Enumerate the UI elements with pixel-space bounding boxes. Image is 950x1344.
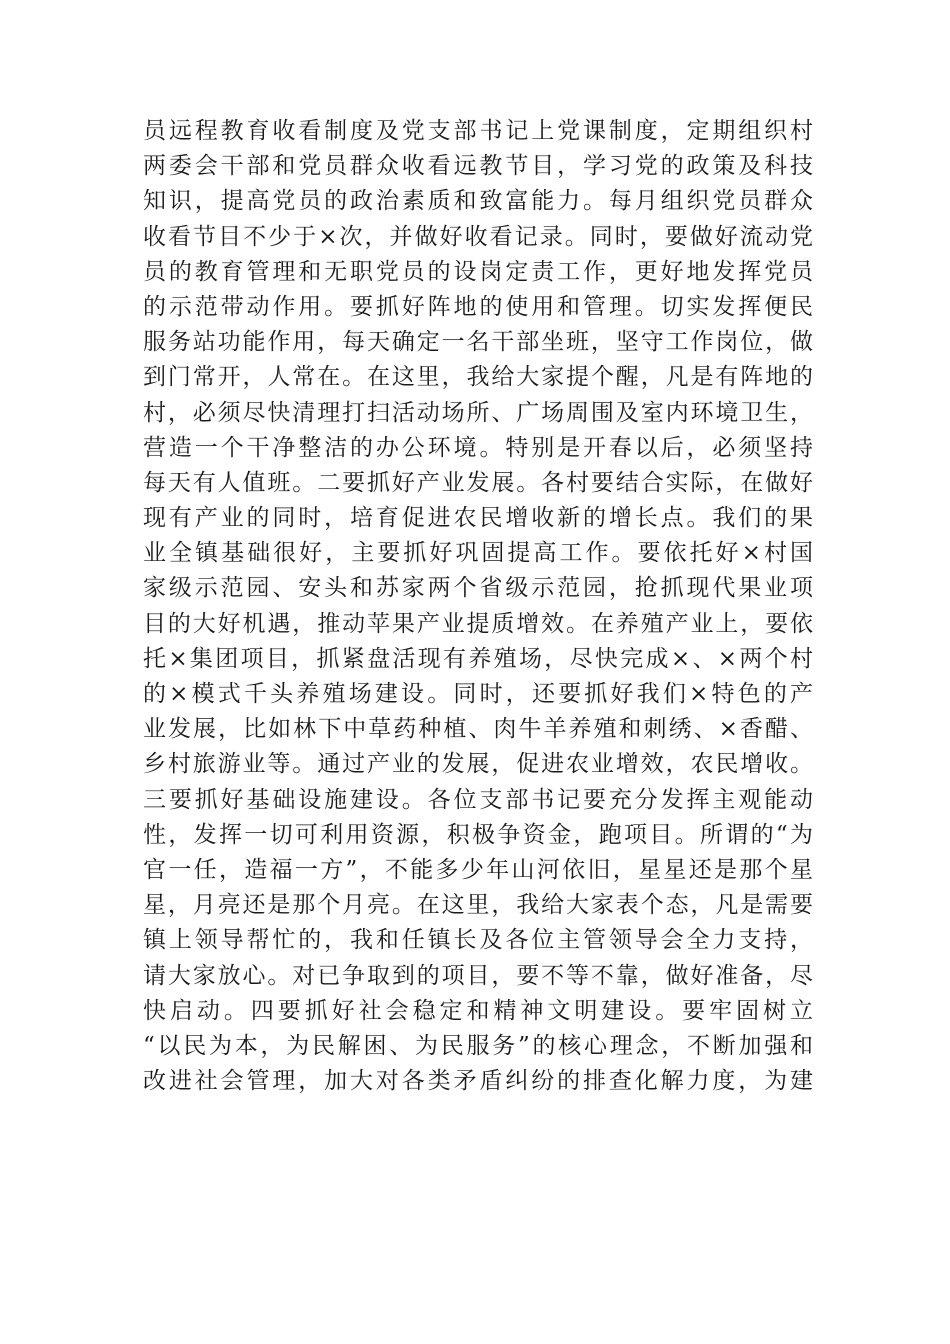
text-line-2: 两委会干部和党员群众收看远教节目，学习党的政策及科技	[143, 153, 813, 180]
body-text	[143, 114, 813, 1099]
text-line-14: 家级示范园、安头和苏家两个省级示范园，抢抓现代果业项	[143, 575, 813, 602]
text-line-5: 员的教育管理和无职党员的设岗定责工作，更好地发挥党员	[143, 258, 813, 285]
text-line-12: 现有产业的同时，培育促进农民增收新的增长点。我们的果	[143, 505, 813, 532]
text-line-4: 收看节目不少于×次，并做好收看记录。同时，要做好流动党	[143, 223, 813, 250]
text-line-20: 三要抓好基础设施建设。各位支部书记要充分发挥主观能动	[143, 786, 813, 813]
text-line-7: 服务站功能作用，每天确定一名干部坐班，坚守工作岗位，做	[143, 329, 813, 356]
text-line-19: 乡村旅游业等。通过产业的发展，促进农业增效，农民增收。	[143, 751, 813, 778]
text-line-13: 业全镇基础很好，主要抓好巩固提高工作。要依托好×村国	[143, 540, 813, 567]
text-line-25: 请大家放心。对已争取到的项目，要不等不靠，做好准备，尽	[143, 962, 813, 989]
text-line-15: 目的大好机遇，推动苹果产业提质增效。在养殖产业上，要依	[143, 610, 813, 637]
text-line-11: 每天有人值班。二要抓好产业发展。各村要结合实际，在做好	[143, 469, 813, 496]
text-line-24: 镇上领导帮忙的，我和任镇长及各位主管领导会全力支持，	[143, 927, 813, 954]
text-line-9: 村，必须尽快清理打扫活动场所、广场周围及室内环境卫生，	[143, 399, 813, 426]
text-line-1: 员远程教育收看制度及党支部书记上党课制度，定期组织村	[143, 118, 813, 144]
text-line-27: “以民为本，为民解困、为民服务”的核心理念，不断加强和	[143, 1032, 813, 1059]
text-line-17: 的×模式千头养殖场建设。同时，还要抓好我们×特色的产	[143, 681, 813, 707]
text-line-26: 快启动。四要抓好社会稳定和精神文明建设。要牢固树立	[143, 997, 813, 1024]
text-line-22: 官一任，造福一方”，不能多少年山河依旧，星星还是那个星	[143, 856, 813, 883]
text-line-3: 知识，提高党员的政治素质和致富能力。每月组织党员群众	[143, 188, 813, 215]
text-line-6: 的示范带动作用。要抓好阵地的使用和管理。切实发挥便民	[143, 293, 813, 320]
text-line-16: 托×集团项目，抓紧盘活现有养殖场，尽快完成×、×两个村	[143, 645, 813, 672]
text-line-28: 改进社会管理，加大对各类矛盾纠纷的排查化解力度，为建	[143, 1068, 813, 1095]
text-line-10: 营造一个干净整洁的办公环境。特别是开春以后，必须坚持	[143, 434, 813, 461]
text-line-8: 到门常开，人常在。在这里，我给大家提个醒，凡是有阵地的	[143, 364, 813, 391]
text-line-23: 星，月亮还是那个月亮。在这里，我给大家表个态，凡是需要	[143, 892, 813, 919]
text-line-18: 业发展，比如林下中草药种植、肉牛羊养殖和刺绣、×香醋、	[143, 716, 813, 743]
text-line-21: 性，发挥一切可利用资源，积极争资金，跑项目。所谓的“为	[143, 821, 813, 848]
